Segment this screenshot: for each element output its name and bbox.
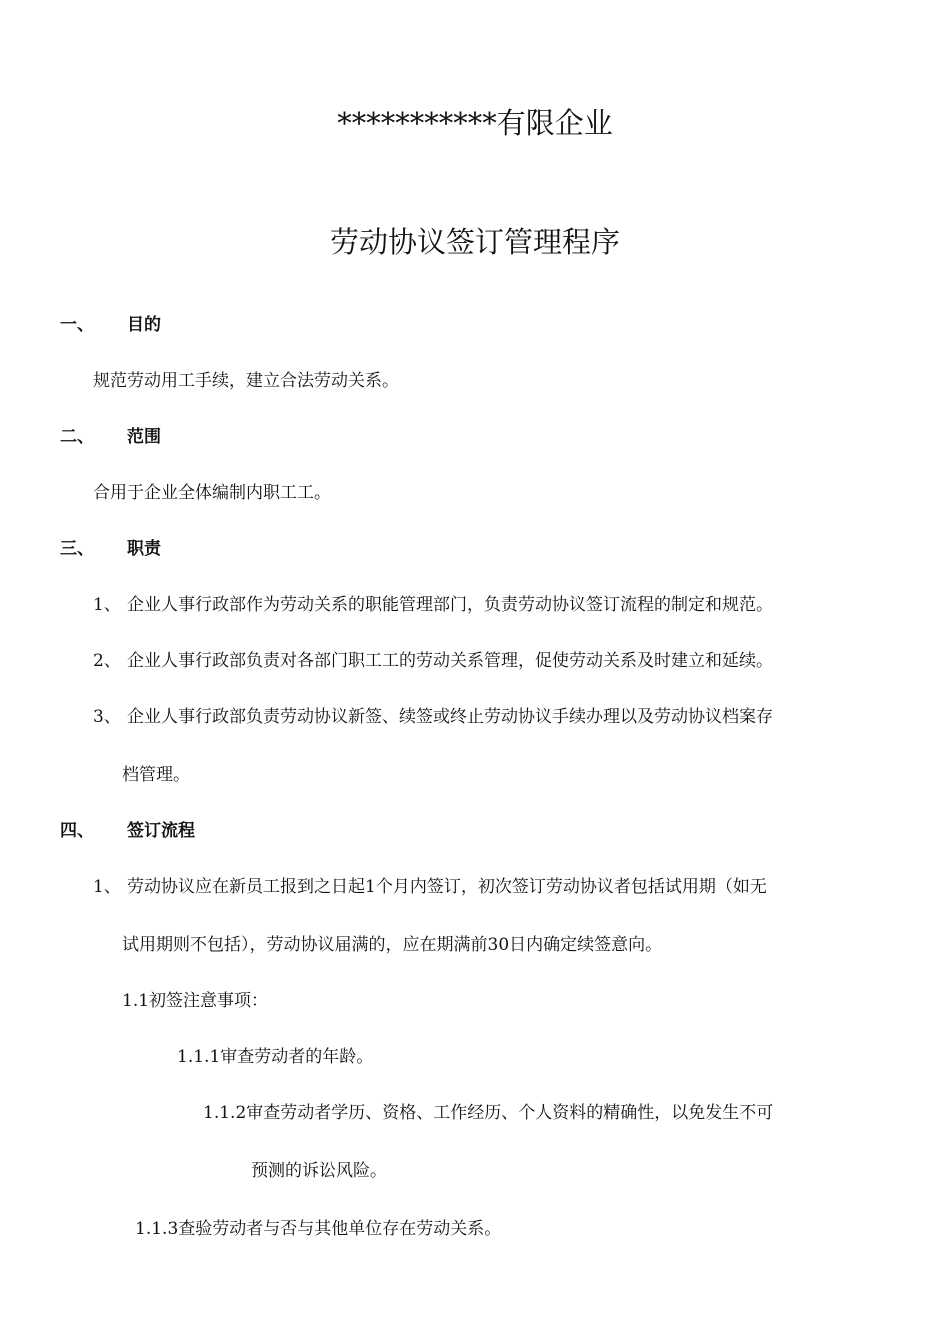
- list-item-continuation: 档管理。: [122, 765, 190, 785]
- list-item-continuation: 试用期则不包括），劳动协议届满的，应在期满前30日内确定续签意向。: [122, 935, 663, 955]
- section-title: 范围: [127, 427, 161, 447]
- list-item-text: 企业人事行政部负责劳动协议新签、续签或终止劳动协议手续办理以及劳动协议档案存: [127, 707, 773, 727]
- section-number: 一、: [60, 315, 94, 335]
- list-item: [93, 594, 773, 616]
- company-title: ***********有限企业: [337, 106, 613, 140]
- section-heading-signing-process: [60, 820, 195, 842]
- section-title: 签订流程: [127, 821, 195, 841]
- section-heading-scope: [60, 426, 161, 448]
- list-item-number: 3、: [93, 707, 121, 727]
- section-number: 三、: [60, 539, 94, 559]
- document-title: 劳动协议签订管理程序: [329, 225, 620, 259]
- subitem-1-1-2: 1.1.2审查劳动者学历、资格、工作经历、个人资料的精确性，以免发生不可: [203, 1103, 774, 1123]
- subitem-1-1-1: 1.1.1审查劳动者的年龄。: [177, 1047, 374, 1067]
- section-title: 职责: [127, 539, 161, 559]
- section-number: 二、: [60, 427, 94, 447]
- subitem-1-1: 1.1初签注意事项：: [122, 991, 269, 1011]
- section-title: 目的: [127, 315, 161, 335]
- list-item-number: 1、: [93, 595, 121, 615]
- list-item-number: 1、: [93, 877, 121, 897]
- list-item: [93, 876, 767, 898]
- list-item-text: 劳动协议应在新员工报到之日起1个月内签订，初次签订劳动协议者包括试用期（如无: [127, 877, 767, 897]
- scope-paragraph: 合用于企业全体编制内职工工。: [93, 483, 331, 503]
- section-number: 四、: [60, 821, 94, 841]
- list-item: [93, 706, 773, 728]
- section-heading-responsibilities: [60, 538, 161, 560]
- section-heading-purpose: [60, 314, 161, 336]
- subitem-1-1-2-continuation: 预测的诉讼风险。: [251, 1161, 387, 1181]
- list-item-text: 企业人事行政部负责对各部门职工工的劳动关系管理，促使劳动关系及时建立和延续。: [127, 651, 773, 671]
- purpose-paragraph: 规范劳动用工手续，建立合法劳动关系。: [93, 371, 399, 391]
- list-item-text: 企业人事行政部作为劳动关系的职能管理部门，负责劳动协议签订流程的制定和规范。: [127, 595, 773, 615]
- list-item: [93, 650, 773, 672]
- subitem-1-1-3: 1.1.3查验劳动者与否与其他单位存在劳动关系。: [135, 1219, 502, 1239]
- list-item-number: 2、: [93, 651, 121, 671]
